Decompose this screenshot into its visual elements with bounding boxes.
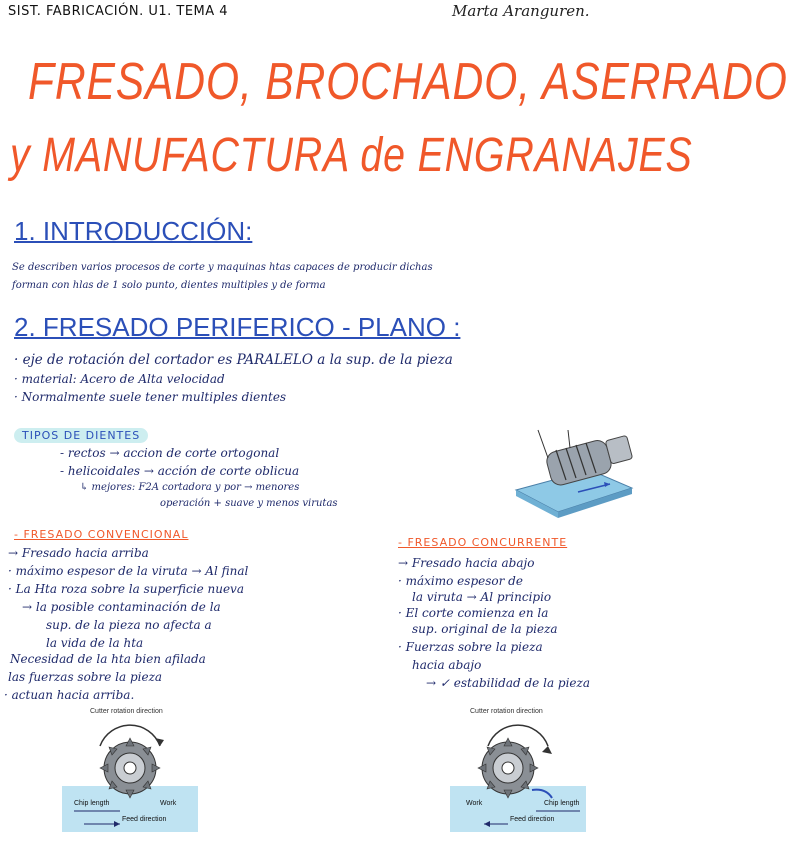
conv-line-9: · actuan hacia arriba. [4,688,135,702]
conv-line-4: → la posible contaminación de la [22,600,221,614]
course-header: SIST. FABRICACIÓN. U1. TEMA 4 [8,4,229,19]
intro-line-2: forman con hlas de 1 solo punto, dientes multiples y de forma [12,280,326,291]
conv-line-1: → Fresado hacia arriba [8,546,149,560]
conv-rotation-label: Cutter rotation direction [90,708,163,715]
conc-work-label: Work [466,800,483,807]
author-name: Marta Aranguren. [452,2,590,20]
tipos-line-1: - rectos → accion de corte ortogonal [60,446,280,460]
conc-line-3: la viruta → Al principio [412,590,552,604]
climb-milling-diagram [448,708,588,838]
tipos-dientes-badge: TIPOS DE DIENTES [14,428,148,443]
conc-line-2: · máximo espesor de [398,574,523,588]
conv-work-label: Work [160,800,177,807]
helical-cutter-illustration [508,428,638,518]
section-intro-heading: 1. INTRODUCCIÓN: [14,216,253,246]
conv-line-2: · máximo espesor de la viruta → Al final [8,564,249,578]
fresado-line-3: · Normalmente suele tener multiples dientes [14,390,287,404]
conc-line-1: → Fresado hacia abajo [398,556,535,570]
conv-chip-label: Chip length [74,800,110,807]
conc-line-7: hacia abajo [412,658,482,672]
conc-rotation-label: Cutter rotation direction [470,708,543,715]
page-title-line1: FRESADO, BROCHADO, ASERRADO [28,53,788,111]
convencional-heading: - FRESADO CONVENCIONAL [14,528,189,541]
conv-line-5: sup. de la pieza no afecta a [46,618,212,632]
conventional-milling-diagram [60,708,200,838]
concurrente-heading: - FRESADO CONCURRENTE [398,536,568,549]
tipos-line-4: operación + suave y menos virutas [160,498,338,509]
fresado-line-2: · material: Acero de Alta velocidad [14,372,225,386]
conv-feed-label: Feed direction [122,816,167,823]
conc-line-8: → ✓ estabilidad de la pieza [426,676,591,690]
fresado-line-1: · eje de rotación del cortador es PARALELO a la sup. de la pieza [14,352,453,368]
tipos-line-2: - helicoidales → acción de corte oblicua [60,464,300,478]
section-fresado-heading: 2. FRESADO PERIFERICO - PLANO : [14,312,461,342]
conv-line-8: las fuerzas sobre la pieza [8,670,163,684]
conc-chip-label: Chip length [544,800,580,807]
conc-line-4: · El corte comienza en la [398,606,549,620]
conc-line-5: sup. original de la pieza [412,622,558,636]
conc-feed-label: Feed direction [510,816,555,823]
intro-line-1: Se describen varios procesos de corte y maquinas htas capaces de producir dichas [12,262,433,273]
page-title-line2: y MANUFACTURA de ENGRANAJES [10,129,693,182]
tipos-line-3: ↳ mejores: F2A cortadora y por → menores [80,482,300,493]
conv-line-3: · La Hta roza sobre la superficie nueva [8,582,244,596]
conv-line-6: la vida de la hta [46,636,144,650]
conv-line-7: Necesidad de la hta bien afilada [10,652,206,666]
conc-line-6: · Fuerzas sobre la pieza [398,640,543,654]
